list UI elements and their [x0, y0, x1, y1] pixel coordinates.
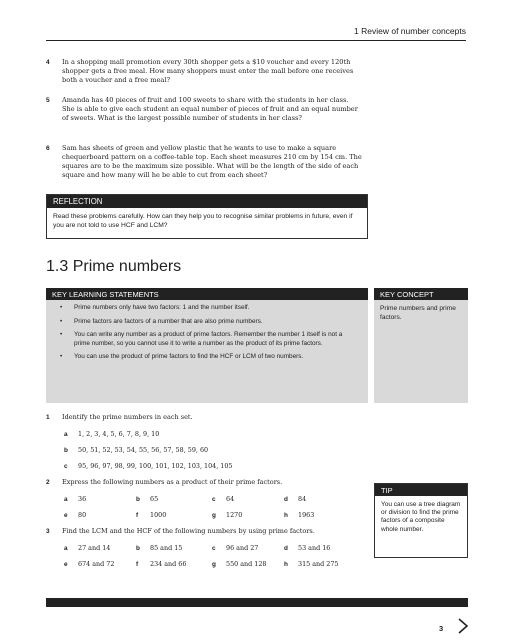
exercise-part [136, 544, 182, 552]
part-label: c [64, 463, 68, 470]
tip-box [374, 483, 468, 558]
exercise-part [284, 544, 330, 552]
question-text: Sam has sheets of green and yellow plastic that he wants to use to make a square chequerboard pattern on a coffee-table top. Each sheet measures 210 cm by 154 cm. The squares are to be the maximum size possible. What will be the length of the side of each square and how many will he be able to cut from each sheet? [62, 144, 362, 179]
question-5 [46, 96, 466, 123]
question-number: 3 [46, 528, 50, 535]
key-learning-item [58, 304, 358, 313]
footer-bar [46, 598, 468, 607]
key-concept-body: Prime numbers and prime factors. [380, 305, 456, 321]
part-value: 27 and 14 [78, 544, 111, 552]
header-rule [46, 40, 466, 41]
key-learning-item [58, 353, 358, 362]
exercise-part [136, 560, 186, 568]
part-value: 85 and 15 [150, 544, 183, 552]
part-value: 1270 [226, 511, 243, 519]
part-label: e [64, 512, 68, 519]
key-learning-item [58, 331, 358, 348]
part-label: a [64, 431, 68, 438]
exercise-part [284, 560, 338, 568]
part-label: f [136, 512, 139, 519]
question-text: Identify the prime numbers in each set. [62, 413, 193, 421]
exercise-part [212, 560, 266, 568]
exercise-part [64, 446, 208, 454]
chevron-right-icon[interactable] [456, 616, 470, 636]
part-value: 65 [150, 495, 159, 503]
part-label: h [284, 512, 288, 519]
part-value: 95, 96, 97, 98, 99, 100, 101, 102, 103, 104, 105 [78, 462, 233, 470]
page-number: 3 [439, 624, 444, 633]
part-value: 234 and 66 [150, 560, 187, 568]
exercise-part [64, 544, 110, 552]
tip-title: TIP [375, 484, 467, 496]
key-learning-item [58, 318, 358, 327]
part-label: b [136, 545, 140, 552]
question-text: In a shopping mall promotion every 30th shopper gets a $10 voucher and every 120th shopper gets a free meal. How many shoppers must enter the mall before one receives both a voucher and a free meal? [62, 58, 354, 84]
part-value: 64 [226, 495, 235, 503]
part-label: d [284, 545, 288, 552]
exercise-part [64, 430, 159, 438]
part-label: h [284, 561, 288, 568]
key-concept-title: KEY CONCEPT [374, 288, 468, 300]
tip-body: You can use a tree diagram or division to find the prime factors of a composite whole number. [381, 501, 461, 533]
part-value: 50, 51, 52, 53, 54, 55, 56, 57, 58, 59, 60 [78, 446, 209, 454]
part-label: f [136, 561, 139, 568]
page-header: 1 Review of number concepts [354, 26, 466, 36]
question-number: 6 [46, 145, 50, 152]
part-label: a [64, 545, 68, 552]
key-learning-text: You can use the product of prime factors to find the HCF or LCM of two numbers. [74, 353, 304, 361]
exercise-part [212, 511, 242, 519]
part-value: 80 [78, 511, 87, 519]
part-value: 550 and 128 [226, 560, 267, 568]
bullet-icon: • [60, 331, 63, 339]
key-learning-text: Prime factors are factors of a number that are also prime numbers. [74, 317, 263, 325]
bullet-icon: • [60, 353, 63, 361]
question-text: Find the LCM and the HCF of the following numbers by using prime factors. [62, 527, 315, 535]
part-label: d [284, 496, 288, 503]
reflection-title: REFLECTION [47, 195, 367, 208]
reflection-box [46, 194, 368, 239]
reflection-body: Read these problems carefully. How can they help you to recognise similar problems in future, even if you are not told to use HCF and LCM? [53, 213, 353, 229]
part-label: c [212, 496, 216, 503]
part-label: a [64, 496, 68, 503]
key-concept-box [374, 288, 468, 403]
question-text: Amanda has 40 pieces of fruit and 100 sweets to share with the students in her class. She is able to give each student an equal number of pieces of fruit and an equal number of sweets. What is the largest possible number of students in her class? [62, 96, 358, 122]
part-value: 84 [298, 495, 307, 503]
exercise-part [64, 560, 114, 568]
part-label: g [212, 512, 216, 519]
bullet-icon: • [60, 317, 63, 325]
question-text: Express the following numbers as a product of their prime factors. [62, 478, 283, 486]
exercise-part [212, 544, 258, 552]
part-value: 96 and 27 [226, 544, 259, 552]
question-4 [46, 58, 466, 85]
key-learning-text: Prime numbers only have two factors: 1 and the number itself. [74, 304, 250, 311]
part-value: 1, 2, 3, 4, 5, 6, 7, 8, 9, 10 [78, 430, 160, 438]
part-value: 1963 [298, 511, 315, 519]
part-label: b [136, 496, 140, 503]
question-number: 1 [46, 414, 50, 421]
exercise-part [64, 495, 86, 503]
part-value: 36 [78, 495, 87, 503]
exercise-part [64, 511, 86, 519]
question-number: 4 [46, 59, 50, 66]
question-number: 2 [46, 479, 50, 486]
part-value: 315 and 275 [298, 560, 339, 568]
part-value: 53 and 16 [298, 544, 331, 552]
part-value: 1000 [150, 511, 167, 519]
exercise-part [284, 495, 306, 503]
part-value: 674 and 72 [78, 560, 115, 568]
key-learning-text: You can write any number as a product of prime factors. Remember the number 1 itself is not a prime number, so you cannot use it to write a number as the product of its prime factors. [74, 331, 343, 347]
part-label: b [64, 447, 68, 454]
question-6 [46, 144, 466, 180]
section-title: 1.3 Prime numbers [46, 258, 182, 275]
question-number: 5 [46, 97, 50, 104]
exercise-part [212, 495, 234, 503]
part-label: g [212, 561, 216, 568]
exercise-part [136, 495, 158, 503]
exercise-part [64, 462, 232, 470]
part-label: c [212, 545, 216, 552]
bullet-icon: • [60, 304, 63, 311]
exercise-part [136, 511, 166, 519]
exercise-part [284, 511, 314, 519]
key-learning-title: KEY LEARNING STATEMENTS [46, 288, 368, 300]
part-label: e [64, 561, 68, 568]
key-learning-box [46, 288, 368, 403]
